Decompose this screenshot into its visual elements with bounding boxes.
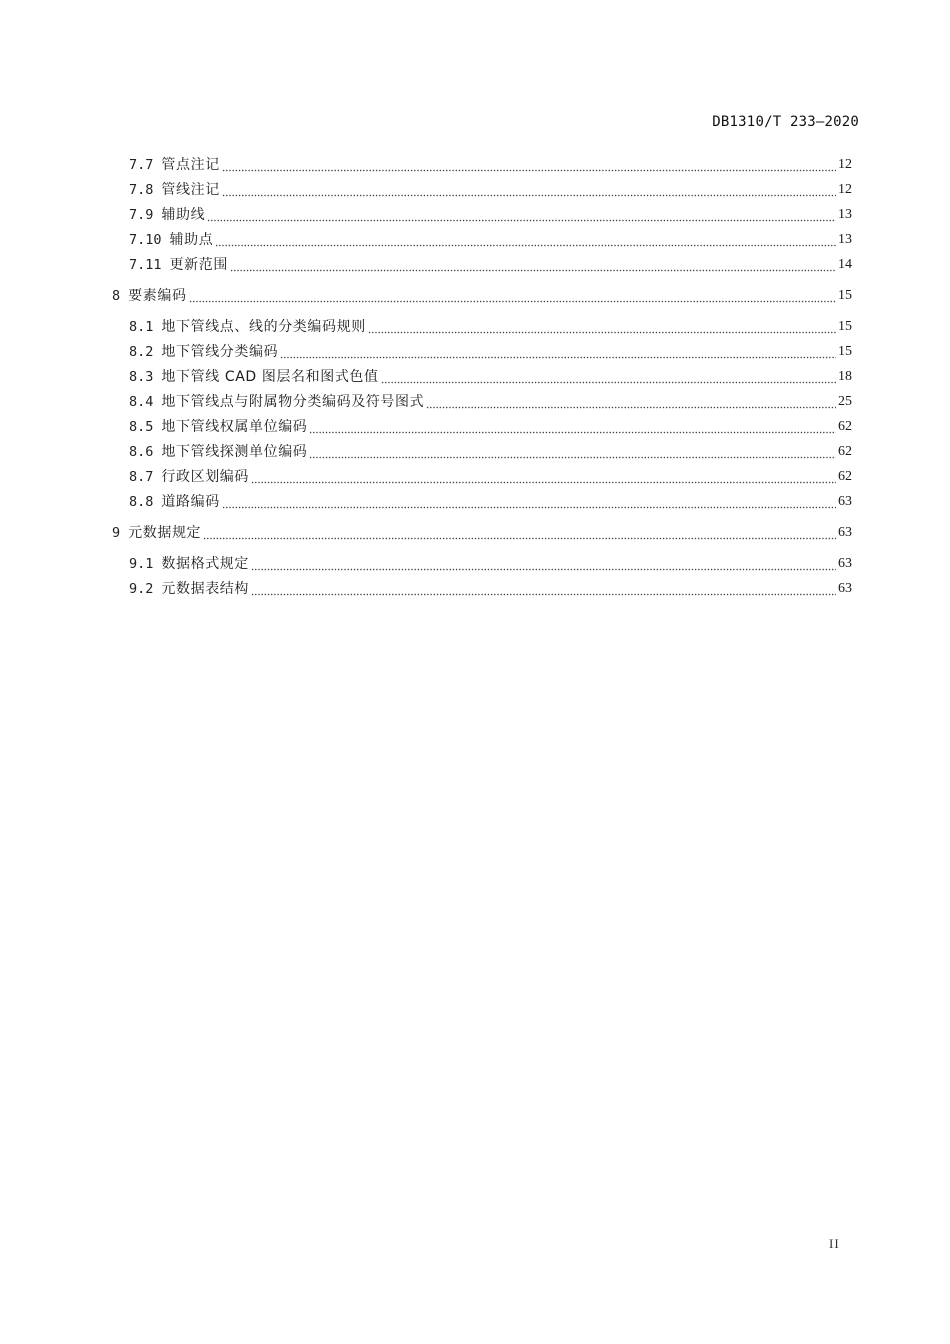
toc-entry[interactable] — [129, 253, 852, 277]
toc-entry-title: 管点注记 — [161, 157, 220, 173]
toc-entry-page: 13 — [838, 232, 852, 247]
dot-leader — [309, 440, 836, 464]
toc-entry-page: 63 — [838, 525, 852, 540]
toc-entry-title: 地下管线点与附属物分类编码及符号图式 — [161, 394, 425, 410]
toc-entry-title: 地下管线探测单位编码 — [161, 444, 308, 460]
toc-entry-page: 15 — [838, 319, 852, 334]
toc-entry-title: 元数据规定 — [128, 525, 202, 541]
dot-leader — [309, 415, 836, 439]
toc-entry-page: 62 — [838, 419, 852, 434]
dot-leader — [280, 340, 836, 364]
document-code: DB1310/T 233—2020 — [712, 114, 859, 130]
dot-leader — [203, 521, 836, 545]
dot-leader — [230, 253, 836, 277]
dot-leader — [368, 315, 836, 339]
toc-entry-number: 8.6 — [129, 444, 154, 460]
toc-entry[interactable] — [112, 284, 852, 308]
toc-entry-number: 8.3 — [129, 369, 154, 385]
toc-entry-page: 25 — [838, 394, 852, 409]
toc-entry-page: 15 — [838, 344, 852, 359]
toc-entry-page: 12 — [838, 157, 852, 172]
toc-entry-title: 道路编码 — [161, 494, 220, 510]
dot-leader — [426, 390, 836, 414]
toc-entry-title: 更新范围 — [169, 257, 228, 273]
toc-entry[interactable] — [129, 228, 852, 252]
toc-entry-page: 62 — [838, 469, 852, 484]
toc-entry-page: 18 — [838, 369, 852, 384]
toc-entry-title: 地下管线 CAD 图层名和图式色值 — [161, 369, 379, 385]
toc-entry[interactable] — [129, 440, 852, 464]
toc-entry-page: 12 — [838, 182, 852, 197]
toc-entry-title: 辅助点 — [169, 232, 214, 248]
toc-entry-number: 8.2 — [129, 344, 154, 360]
toc-entry-number: 8.7 — [129, 469, 154, 485]
dot-leader — [381, 365, 836, 389]
toc-entry[interactable] — [129, 577, 852, 601]
toc-entry-number: 7.8 — [129, 182, 154, 198]
toc-entry-page: 62 — [838, 444, 852, 459]
toc-entry-number: 9.1 — [129, 556, 154, 572]
toc-entry-number: 9 — [112, 525, 121, 541]
toc-entry[interactable] — [112, 521, 852, 545]
dot-leader — [222, 153, 836, 177]
toc-entry-page: 13 — [838, 207, 852, 222]
toc-entry-title: 地下管线权属单位编码 — [161, 419, 308, 435]
toc-entry[interactable] — [129, 315, 852, 339]
toc-entry-number: 7.9 — [129, 207, 154, 223]
toc-entry-number: 8.1 — [129, 319, 154, 335]
page-number: II — [829, 1236, 840, 1251]
toc-entry-number: 8.8 — [129, 494, 154, 510]
toc-entry[interactable] — [129, 365, 852, 389]
toc-entry-title: 行政区划编码 — [161, 469, 249, 485]
toc-entry-page: 15 — [838, 288, 852, 303]
toc-entry-page: 63 — [838, 581, 852, 596]
toc-entry-title: 管线注记 — [161, 182, 220, 198]
toc-entry[interactable] — [129, 415, 852, 439]
toc-entry-title: 地下管线分类编码 — [161, 344, 279, 360]
toc-entry-number: 7.10 — [129, 232, 162, 248]
toc-entry[interactable] — [129, 390, 852, 414]
toc-entry-title: 数据格式规定 — [161, 556, 249, 572]
toc-entry[interactable] — [129, 178, 852, 202]
toc-entry[interactable] — [129, 552, 852, 576]
toc-entry[interactable] — [129, 203, 852, 227]
toc-entry-number: 7.7 — [129, 157, 154, 173]
dot-leader — [207, 203, 836, 227]
dot-leader — [215, 228, 836, 252]
toc-entry-number: 7.11 — [129, 257, 162, 273]
toc-entry-number: 8 — [112, 288, 121, 304]
toc-entry-number: 8.4 — [129, 394, 154, 410]
toc-entry[interactable] — [129, 153, 852, 177]
toc-entry-title: 地下管线点、线的分类编码规则 — [161, 319, 366, 335]
toc-entry-page: 63 — [838, 556, 852, 571]
toc-entry-page: 14 — [838, 257, 852, 272]
toc-entry-number: 9.2 — [129, 581, 154, 597]
dot-leader — [251, 552, 836, 576]
toc-entry-title: 辅助线 — [161, 207, 206, 223]
toc-entry-title: 要素编码 — [128, 288, 187, 304]
toc-entry-page: 63 — [838, 494, 852, 509]
toc-entry[interactable] — [129, 465, 852, 489]
dot-leader — [222, 490, 836, 514]
dot-leader — [189, 284, 836, 308]
dot-leader — [251, 577, 836, 601]
toc-entry-title: 元数据表结构 — [161, 581, 249, 597]
toc-entry[interactable] — [129, 340, 852, 364]
toc-entry[interactable] — [129, 490, 852, 514]
dot-leader — [251, 465, 836, 489]
dot-leader — [222, 178, 836, 202]
toc-entry-number: 8.5 — [129, 419, 154, 435]
